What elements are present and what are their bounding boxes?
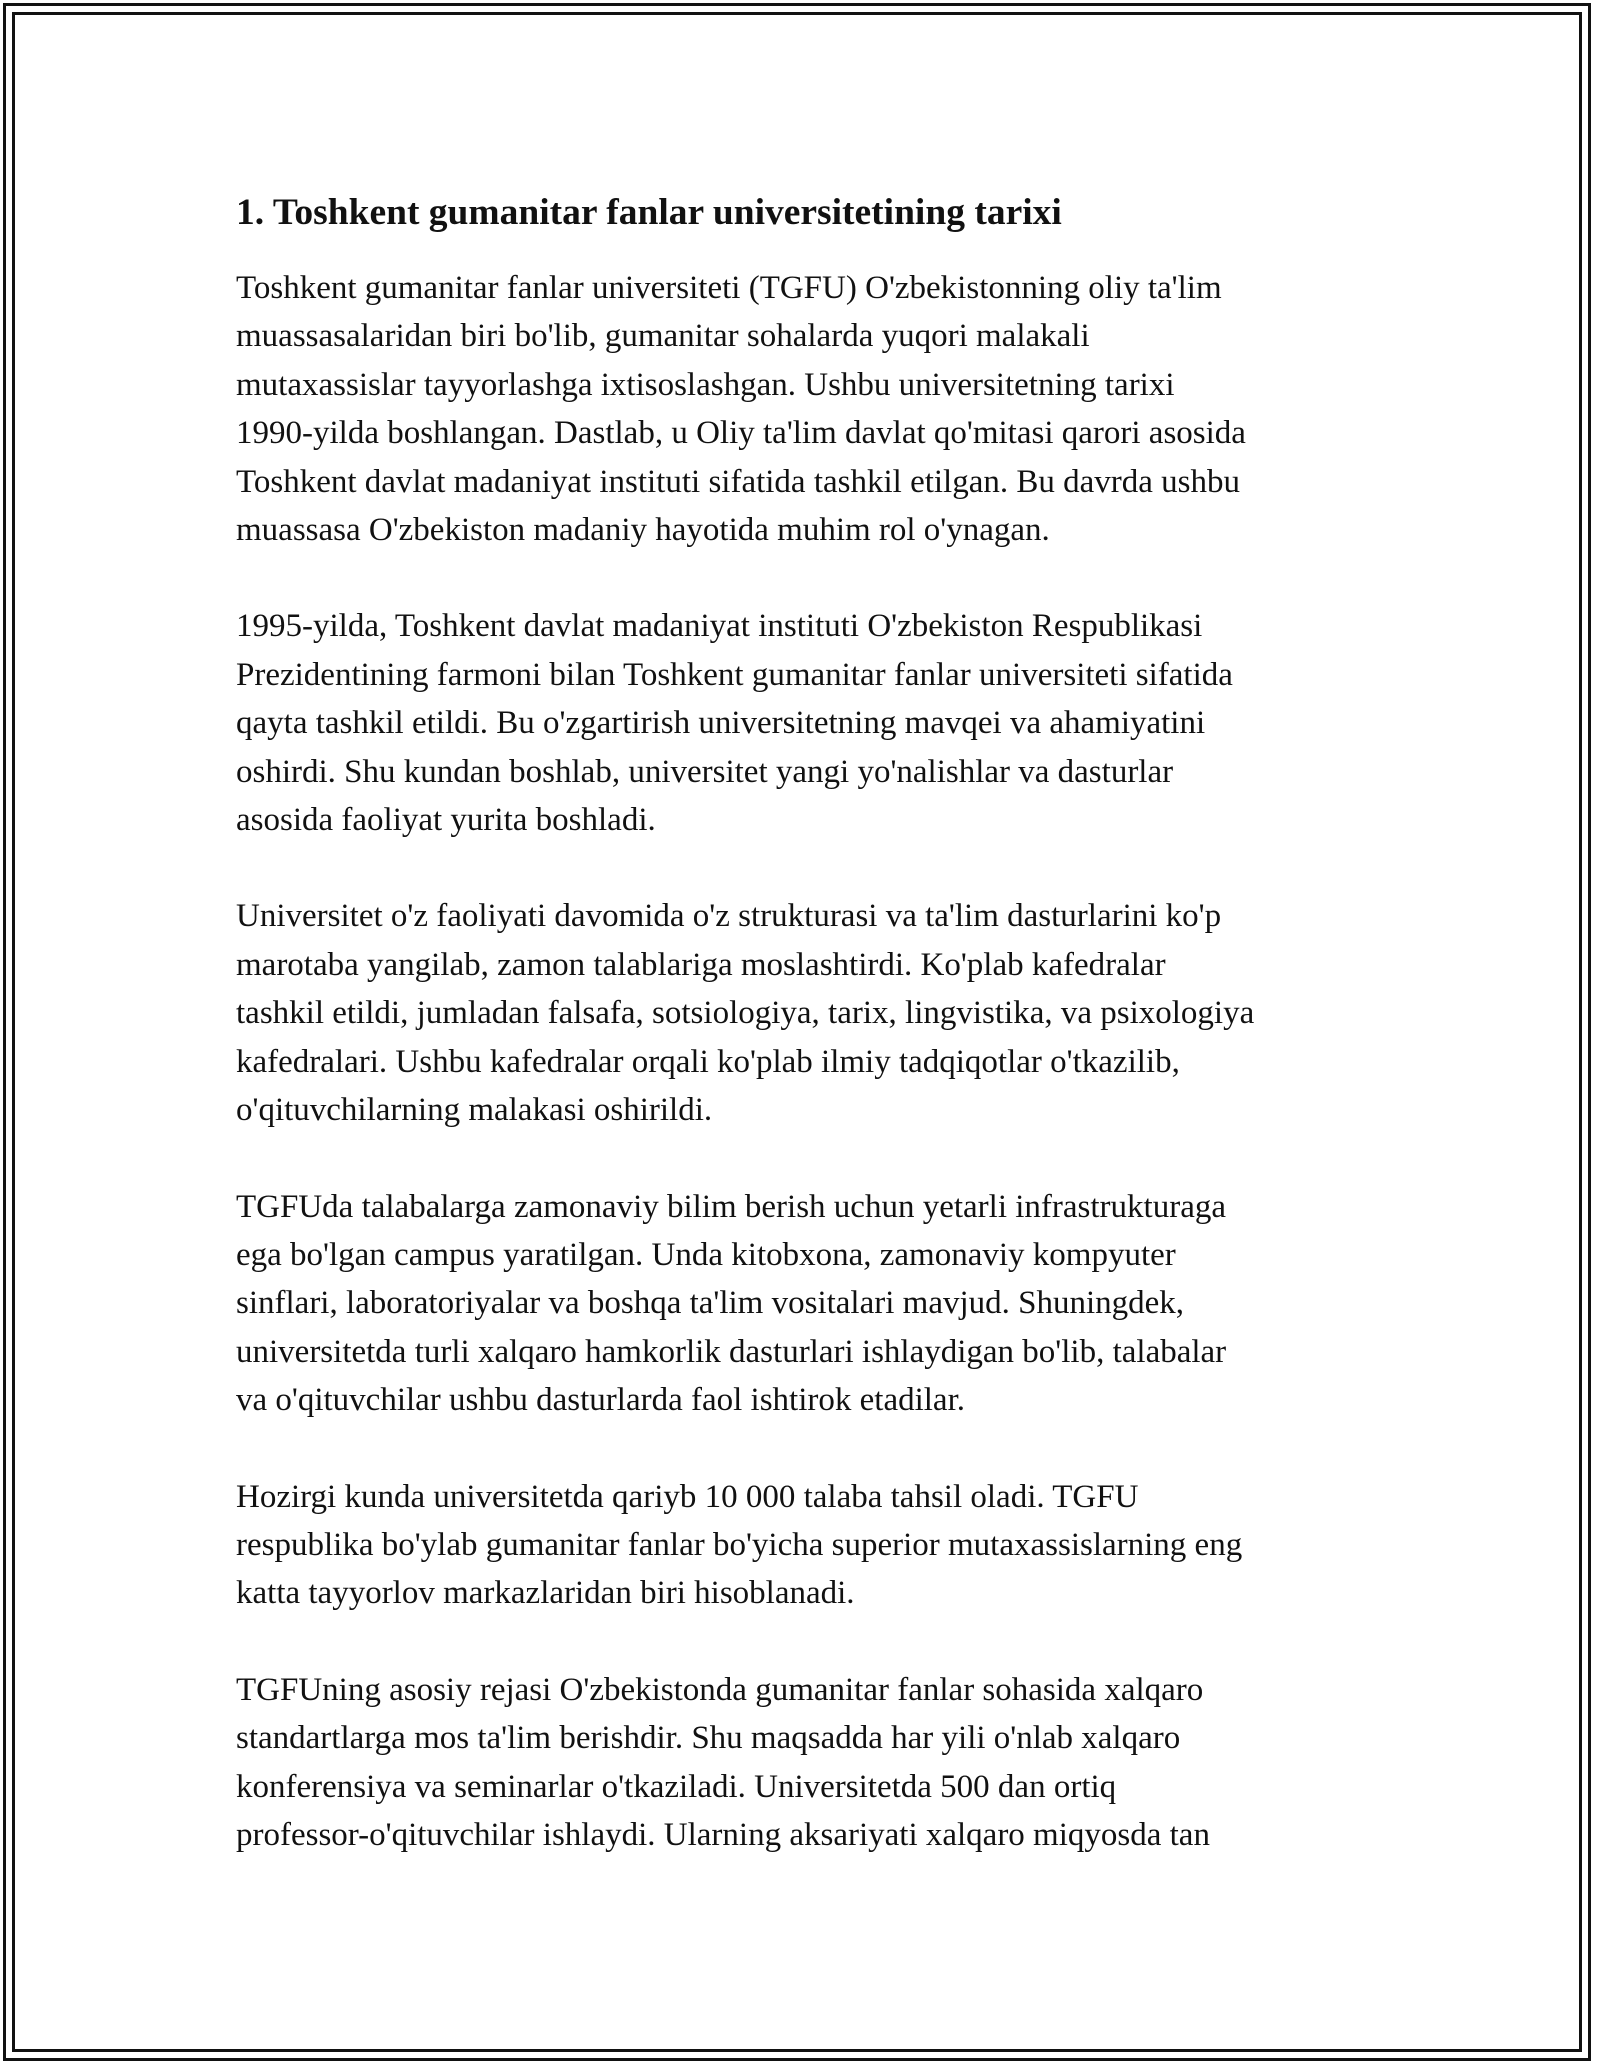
document-title: 1. Toshkent gumanitar fanlar universitetining tarixi: [236, 192, 1062, 233]
paragraph-3: Universitet o'z faoliyati davomida o'z strukturasi va ta'lim dasturlarini ko'p marotaba yangilab, zamon talablariga moslashtirdi. Ko'plab kafedralar tashkil etildi, jumladan falsafa, sotsiologiya, tarix, lingvistika, va psixologiya kafedralari. Ushbu kafedralar orqali ko'plab ilmiy tadqiqotlar o'tkazilib, o'qituvchilarning malakasi oshirildi.: [236, 898, 1255, 1129]
paragraph-1: Toshkent gumanitar fanlar universiteti (TGFU) O'zbekistonning oliy ta'lim muassasalaridan biri bo'lib, gumanitar sohalarda yuqori malakali mutaxassislar tayyorlashga ixtisoslashgan. Ushbu universitetning tarixi 1990-yilda boshlangan. Dastlab, u Oliy ta'lim davlat qo'mitasi qarori asosida Toshkent davlat madaniyat instituti sifatida tashkil etilgan. Bu davrda ushbu muassasa O'zbekiston madaniy hayotida muhim rol o'ynagan.: [236, 270, 1246, 549]
paragraph-6: TGFUning asosiy rejasi O'zbekistonda gumanitar fanlar sohasida xalqaro standartlarga mos ta'lim berishdir. Shu maqsadda har yili o'nlab xalqaro konferensiya va seminarlar o'tkaziladi. Universitetda 500 dan ortiq professor-o'qituvchilar ishlaydi. Ularning aksariyati xalqaro miqyosda tan: [236, 1671, 1210, 1853]
paragraph-2: 1995-yilda, Toshkent davlat madaniyat instituti O'zbekiston Respublikasi Prezidentining farmoni bilan Toshkent gumanitar fanlar universiteti sifatida qayta tashkil etildi. Bu o'zgartirish universitetning mavqei va ahamiyatini oshirdi. Shu kundan boshlab, universitet yangi yo'nalishlar va dasturlar asosida faoliyat yurita boshladi.: [236, 608, 1233, 839]
paragraph-4: TGFUda talabalarga zamonaviy bilim berish uchun yetarli infrastrukturaga ega bo'lgan campus yaratilgan. Unda kitobxona, zamonaviy kompyuter sinflari, laboratoriyalar va boshqa ta'lim vositalari mavjud. Shuningdek, universitetda turli xalqaro hamkorlik dasturlari ishlaydigan bo'lib, talabalar va o'qituvchilar ushbu dasturlarda faol ishtirok etadilar.: [236, 1188, 1227, 1419]
document-page: [236, 184, 1372, 1907]
paragraph-5: Hozirgi kunda universitetda qariyb 10 000 talaba tahsil oladi. TGFU respublika bo'ylab gumanitar fanlar bo'yicha superior mutaxassislarning eng katta tayyorlov markazlaridan biri hisoblanadi.: [236, 1478, 1243, 1612]
